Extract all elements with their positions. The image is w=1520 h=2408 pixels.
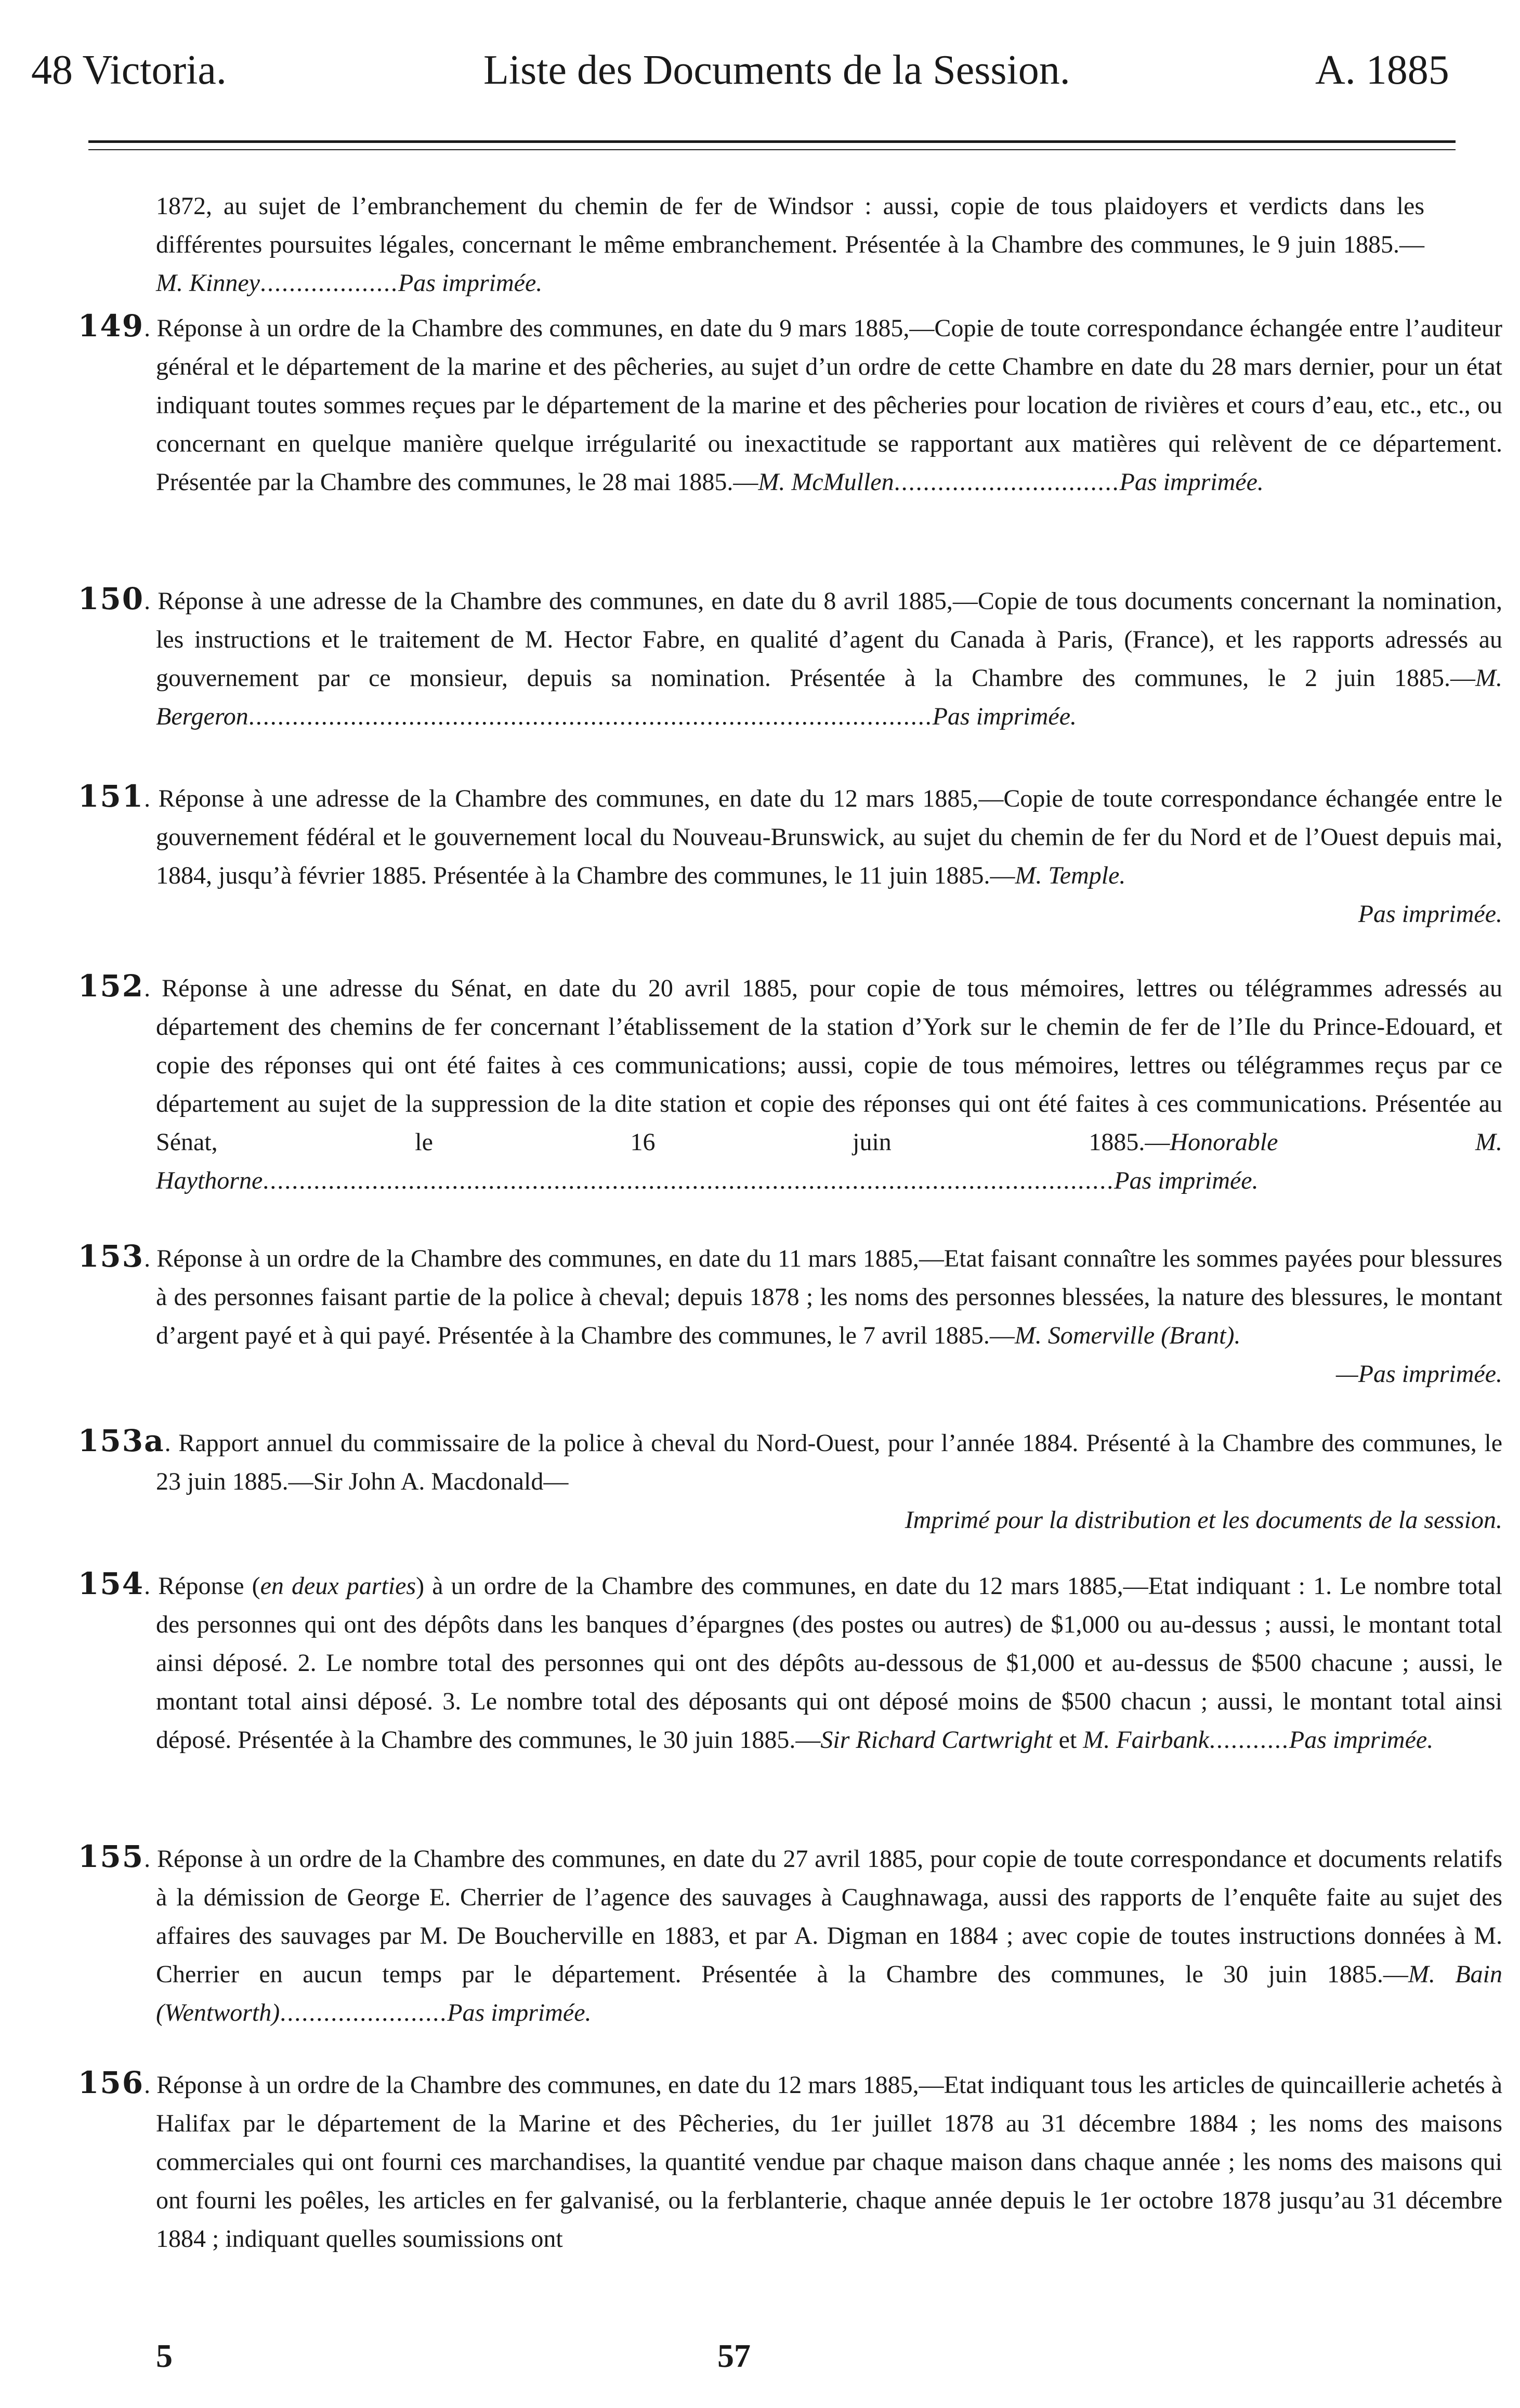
- entry-149: [78, 307, 1502, 502]
- entry-text: . Réponse à un ordre de la Chambre des communes, en date du 11 mars 1885,—Etat faisant connaître les sommes payées pour blessures à des personnes faisant partie de la police à cheval; depuis 1878 ; les noms des personnes blessées, la nature des blessures, le montant d’argent payé et à qui payé. Présentée à la Chambre des communes, le 7 avril 1885.—: [144, 1245, 1502, 1349]
- entry-status: Pas imprimée.: [1114, 1167, 1259, 1194]
- entry-status: Pas imprimée.: [1119, 468, 1264, 496]
- entry-status: Pas imprimée.: [1358, 900, 1502, 928]
- entry-156: [78, 2063, 1502, 2258]
- entry-153: [78, 1237, 1502, 1393]
- header-year: A. 1885: [1315, 47, 1449, 93]
- entry-dots: .......................: [280, 1999, 448, 2027]
- entry-italic-note: en deux parties: [260, 1572, 416, 1600]
- entry-dots: .....................................................................................................................: [263, 1167, 1115, 1194]
- entry-number: 153: [78, 1239, 145, 1274]
- entry-number: 156: [78, 2065, 145, 2100]
- entry-member-2: M. Fairbank: [1083, 1726, 1209, 1754]
- entry-member: M. Bergeron: [156, 664, 1502, 730]
- header-rule-thin: [88, 149, 1456, 150]
- entry-status: Pas imprimée.: [1289, 1726, 1434, 1754]
- entry-member: M. Somerville (Brant).: [1014, 1322, 1241, 1349]
- entry-154: [78, 1564, 1502, 1759]
- entry-text: . Réponse à une adresse de la Chambre des communes, en date du 12 mars 1885,—Copie de toute correspondance échangée entre le gouvernement fédéral et le gouvernement local du Nouveau-Brunswick, au sujet du chemin de fer du Nord et de l’Ouest depuis mai, 1884, jusqu’à février 1885. Présentée à la Chambre des communes, le 11 juin 1885.—: [144, 785, 1502, 889]
- entry-text: . Réponse à un ordre de la Chambre des communes, en date du 12 mars 1885,—Etat indiquant tous les articles de quincaillerie achetés à Halifax par le département de la Marine et des Pêcheries, du 1er juillet 1878 au 31 décembre 1884 ; les noms des maisons commerciales qui ont fourni ces marchandises, la quantité vendue par chaque maison dans chaque année ; les noms des maisons qui ont fourni les poêles, les articles en fer galvanisé, ou la ferblanterie, chaque année depuis le 1er octobre 1878 jusqu’au 31 décembre 1884 ; indiquant quelles soumissions ont: [144, 2071, 1502, 2253]
- entry-member: M. McMullen: [758, 468, 894, 496]
- entry-status: —Pas imprimée.: [1336, 1360, 1502, 1388]
- entry-dots: ...............................: [894, 468, 1120, 496]
- entry-dots: ...................: [259, 269, 398, 297]
- entry-status: Imprimé pour la distribution et les documents de la session.: [905, 1506, 1502, 1534]
- entry-text: 1872, au sujet de l’embranchement du chemin de fer de Windsor : aussi, copie de tous plaidoyers et verdicts dans les différentes poursuites légales, concernant le même embranchement. Présentée à la Chambre des communes, le 9 juin 1885.—: [156, 192, 1424, 258]
- entry-number: 153a: [78, 1423, 165, 1458]
- entry-text-prefix: . Réponse (: [144, 1572, 260, 1600]
- entry-151: [78, 777, 1502, 933]
- entry-text: ) à un ordre de la Chambre des communes, en date du 12 mars 1885,—Etat indiquant : 1. Le nombre total des personnes qui ont des dépôts dans les banques d’épargnes (des postes ou autres) de $1,000 ou au-dessus ; aussi, le montant total ainsi déposé. 2. Le nombre total des personnes qui ont des dépôts au-dessous de $1,000 et au-dessus de $500 chacune ; aussi, le montant total ainsi déposé. 3. Le nombre total des déposants qui ont déposé moins de $500 chacun ; aussi, le montant total ainsi déposé. Présentée à la Chambre des communes, le 30 juin 1885.—: [156, 1572, 1502, 1754]
- entry-member: M. Temple.: [1015, 862, 1126, 889]
- entry-member: Sir Richard Cartwright: [820, 1726, 1053, 1754]
- entry-153a: [78, 1422, 1502, 1539]
- entry-number: 150: [78, 581, 145, 616]
- entry-number: 155: [78, 1839, 145, 1874]
- entry-dots: ...........: [1209, 1726, 1289, 1754]
- entry-number: 151: [78, 779, 145, 814]
- entry-member: M. Kinney: [156, 269, 260, 297]
- entry-member-joiner: et: [1052, 1726, 1083, 1754]
- header-title: Liste des Documents de la Session.: [483, 47, 1070, 93]
- entry-status: Pas imprimée.: [398, 269, 543, 297]
- footer-page-number: 57: [717, 2337, 751, 2374]
- entry-member: Honorable M. Haythorne: [156, 1128, 1503, 1194]
- entry-text: . Réponse à un ordre de la Chambre des communes, en date du 27 avril 1885, pour copie de toute correspondance et documents relatifs à la démission de George E. Cherrier de l’agence des sauvages à Caughnawaga, aussi des rapports de l’enquête faite au sujet des affaires des sauvages par M. De Boucherville en 1883, et par A. Digman en 1884 ; avec copie de toutes instructions données à M. Cherrier en aucun temps par le département. Présentée à la Chambre des communes, le 30 juin 1885.—: [144, 1845, 1502, 1988]
- entry-status: Pas imprimée.: [932, 703, 1077, 730]
- entry-152: [78, 967, 1502, 1200]
- entry-number: 154: [78, 1566, 145, 1601]
- entry-155: [78, 1837, 1502, 2032]
- entry-status: Pas imprimée.: [447, 1999, 592, 2027]
- header-rule-thick: [88, 140, 1456, 143]
- entry-text: . Réponse à un ordre de la Chambre des communes, en date du 9 mars 1885,—Copie de toute correspondance échangée entre l’auditeur général et le département de la marine et des pêcheries, au sujet d’un ordre de cette Chambre en date du 28 mars dernier, pour un état indiquant toutes sommes reçues par le département de la marine et des pêcheries pour location de rivières et cours d’eau, etc., etc., ou concernant en quelque manière quelque irrégularité ou inexactitude se rapportant aux matières qui relèvent de ce département. Présentée par la Chambre des communes, le 28 mai 1885.—: [144, 314, 1502, 496]
- entry-text: . Réponse à une adresse de la Chambre des communes, en date du 8 avril 1885,—Copie de tous documents concernant la nomination, les instructions et le traitement de M. Hector Fabre, en qualité d’agent du Canada à Paris, (France), et les rapports adressés au gouvernement par ce monsieur, depuis sa nomination. Présentée à la Chambre des communes, le 2 juin 1885.—: [144, 587, 1502, 692]
- footer-session-number: 5: [156, 2337, 173, 2374]
- entry-dots: ..............................................................................................: [248, 703, 933, 730]
- entry-150: [78, 580, 1502, 736]
- header-volume: 48 Victoria.: [31, 47, 227, 93]
- entry-text: . Rapport annuel du commissaire de la police à cheval du Nord-Ouest, pour l’année 1884. Présenté à la Chambre des communes, le 23 juin 1885.—Sir John A. Macdonald—: [156, 1429, 1502, 1495]
- entry-number: 152: [78, 968, 145, 1004]
- entry-member: M. Bain (Wentworth): [156, 1960, 1503, 2027]
- entry-number: 149: [78, 308, 145, 344]
- entry-text: . Réponse à une adresse du Sénat, en date du 20 avril 1885, pour copie de tous mémoires, lettres ou télégrammes adressés au département des chemins de fer concernant l’établissement de la station d’York sur le chemin de fer de l’Ile du Prince-Edouard, et copie des réponses qui ont été faites à ces communications; aussi, copie de tous mémoires, lettres ou télégrammes reçus par ce département au sujet de la suppression de la dite station et copie des réponses qui ont été faites à ces communications. Présentée au Sénat, le 16 juin 1885.—: [144, 975, 1502, 1156]
- entry-continuation: [156, 187, 1424, 302]
